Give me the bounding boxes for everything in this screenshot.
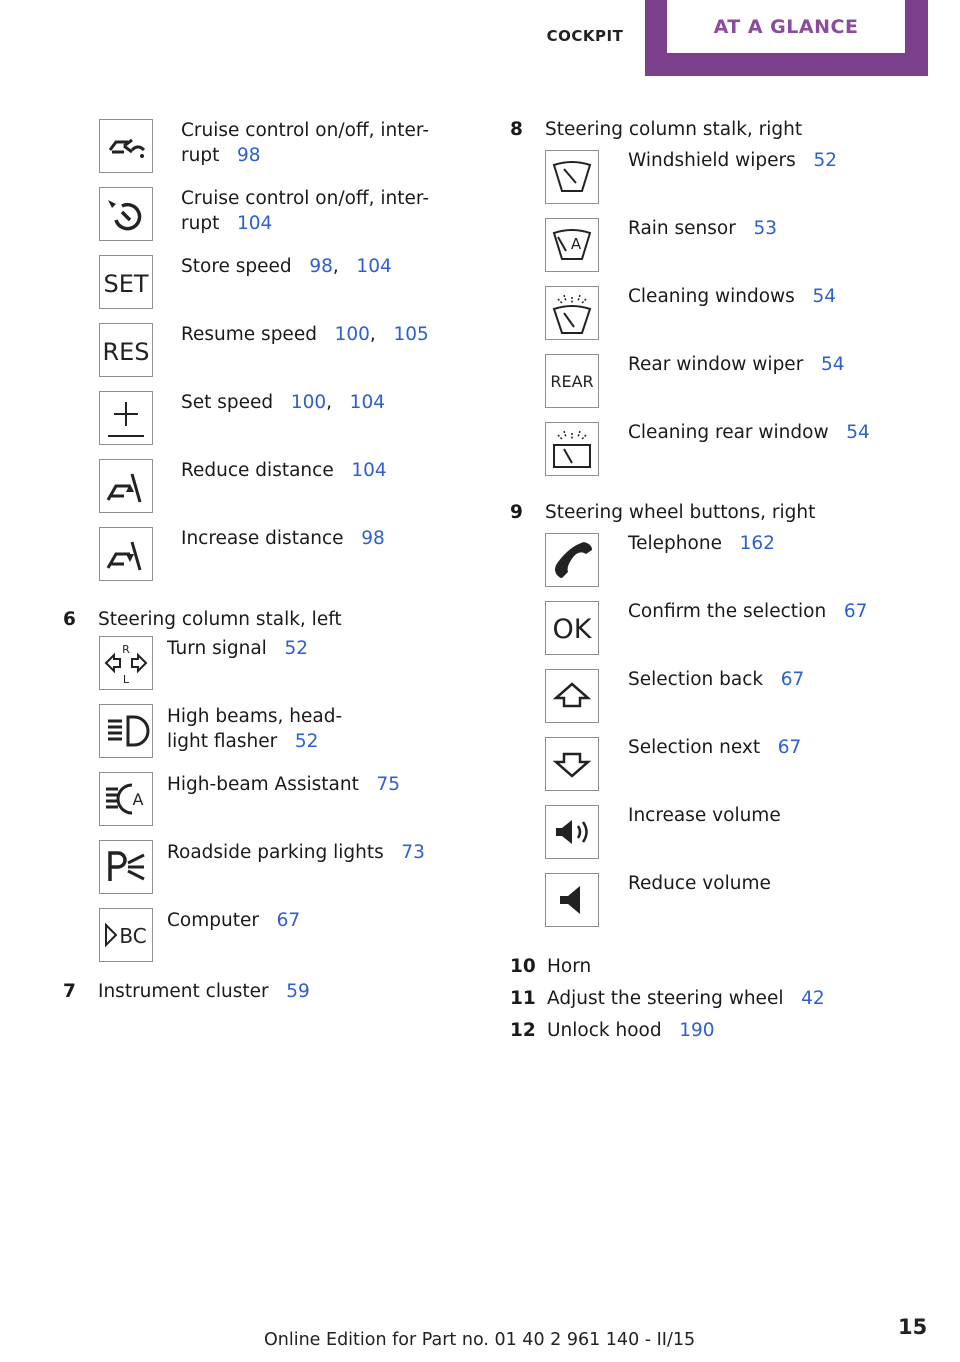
set-icon — [99, 255, 153, 309]
list-item — [63, 908, 463, 976]
row-text: Selection next 67 — [628, 737, 802, 758]
page-link[interactable]: 52 — [294, 731, 319, 752]
volume-down-icon — [545, 873, 599, 927]
list-item — [63, 384, 463, 452]
numbered-item — [63, 604, 463, 636]
rain-sensor-icon — [545, 218, 599, 272]
item-title: Steering column stalk, right — [545, 119, 803, 140]
page-link[interactable]: 190 — [679, 1020, 715, 1041]
item-title: Steering column stalk, left — [98, 609, 342, 630]
item-number: 9 — [510, 502, 523, 523]
arrow-down-icon — [545, 737, 599, 791]
list-item — [510, 665, 910, 733]
list-item — [63, 704, 463, 772]
row-text: Increase distance 98 — [181, 528, 385, 549]
row-text: Windshield wipers 52 — [628, 150, 837, 171]
list-item — [510, 418, 910, 486]
page-link[interactable]: 67 — [276, 910, 301, 931]
numbered-item — [510, 983, 910, 1015]
list-item — [63, 452, 463, 520]
washer-icon — [545, 286, 599, 340]
page-link[interactable]: 73 — [401, 842, 425, 863]
turn-signal-icon — [99, 636, 153, 690]
res-icon — [99, 323, 153, 377]
row-text: Turn signal 52 — [167, 638, 309, 659]
arrow-up-icon — [545, 669, 599, 723]
chapter-tab-label: AT A GLANCE — [667, 0, 905, 53]
a-text: A — [132, 790, 144, 809]
plus-icon — [99, 391, 153, 445]
r-text: R — [122, 643, 130, 656]
chapter-tab — [645, 0, 928, 76]
item-title: Steering wheel buttons, right — [545, 502, 816, 523]
list-item — [510, 214, 910, 282]
page-link[interactable]: 54 — [812, 286, 837, 307]
rear-text: REAR — [550, 372, 594, 391]
page-link[interactable]: 104 — [236, 213, 273, 234]
row-text: Roadside parking lights 73 — [167, 842, 425, 863]
page-link[interactable]: 53 — [753, 218, 778, 239]
list-item — [510, 869, 910, 937]
left-column — [63, 112, 463, 1008]
high-beam-icon — [99, 704, 153, 758]
row-text: Computer 67 — [167, 910, 301, 931]
list-item — [63, 840, 463, 908]
list-item — [63, 636, 463, 704]
row-text: Confirm the selection 67 — [628, 601, 868, 622]
a-text: A — [570, 235, 582, 253]
numbered-items-tail — [510, 951, 910, 1047]
page-link[interactable]: 104 — [356, 256, 392, 277]
page-link[interactable]: 100 — [290, 392, 327, 413]
numbered-item — [510, 1015, 910, 1047]
page-link[interactable]: 98 — [236, 145, 261, 166]
volume-up-icon — [545, 805, 599, 859]
list-item — [63, 180, 463, 248]
page-link[interactable]: 54 — [820, 354, 845, 375]
row-text: Store speed 98, 104 — [181, 256, 392, 277]
item-number: 11 — [510, 988, 536, 1009]
page-link[interactable]: 67 — [843, 601, 868, 622]
page-link[interactable]: 98 — [361, 528, 385, 549]
item-title: Adjust the steering wheel 42 — [547, 988, 825, 1009]
ok-icon — [545, 601, 599, 655]
list-item — [510, 350, 910, 418]
page-link[interactable]: 54 — [846, 422, 870, 443]
page-link[interactable]: 104 — [349, 392, 385, 413]
distance-reduce-icon — [99, 459, 153, 513]
item-title: Horn — [547, 956, 592, 977]
item-title: Instrument cluster 59 — [98, 981, 310, 1002]
row-text: Selection back 67 — [628, 669, 805, 690]
row-text: Cruise control on/off, inter- rupt 98 — [181, 120, 429, 166]
list-item — [63, 112, 463, 180]
row-text: Reduce volume — [628, 873, 771, 894]
item-number: 6 — [63, 609, 76, 630]
rear-icon — [545, 354, 599, 408]
page-link[interactable]: 162 — [739, 533, 775, 554]
row-text: High-beam Assistant 75 — [167, 774, 401, 795]
high-beam-assistant-icon — [99, 772, 153, 826]
row-text: Cleaning rear window 54 — [628, 422, 870, 443]
bc-text: BC — [119, 924, 147, 948]
item-number: 12 — [510, 1020, 536, 1041]
item-title: Unlock hood 190 — [547, 1020, 715, 1041]
row-text: Rain sensor 53 — [628, 218, 778, 239]
page-link[interactable]: 67 — [777, 737, 802, 758]
list-item — [510, 529, 910, 597]
page-link[interactable]: 104 — [351, 460, 387, 481]
row-text: Increase volume — [628, 805, 781, 826]
parking-lights-icon — [99, 840, 153, 894]
page-link[interactable]: 75 — [376, 774, 401, 795]
row-text: Cleaning windows 54 — [628, 286, 837, 307]
windshield-wiper-icon — [545, 150, 599, 204]
cruise-control-icon — [99, 119, 153, 173]
list-item — [510, 801, 910, 869]
cruise-control-speedometer-icon — [99, 187, 153, 241]
list-item — [63, 520, 463, 588]
page-link[interactable]: 100 — [334, 324, 370, 345]
page-link[interactable]: 42 — [801, 988, 825, 1009]
distance-increase-icon — [99, 527, 153, 581]
list-item — [510, 597, 910, 665]
rear-washer-icon — [545, 422, 599, 476]
right-column — [510, 114, 910, 1047]
footer-edition: Online Edition for Part no. 01 40 2 961 140 - II/15 — [264, 1330, 696, 1350]
list-item — [63, 772, 463, 840]
numbered-item — [510, 497, 910, 529]
numbered-item — [510, 114, 910, 146]
res-icon-text: RES — [102, 338, 150, 366]
set-icon-text: SET — [103, 270, 149, 298]
ok-text: OK — [552, 614, 592, 645]
page-number: 15 — [898, 1315, 928, 1339]
row-text: Resume speed 100, 105 — [181, 324, 429, 345]
section-label: COCKPIT — [546, 27, 624, 45]
list-item — [63, 316, 463, 384]
l-text: L — [122, 673, 130, 686]
row-text: Set speed 100, 104 — [181, 392, 385, 413]
page-link[interactable]: 98 — [309, 256, 333, 277]
item-number: 10 — [510, 956, 536, 977]
row-text: Telephone 162 — [628, 533, 775, 554]
telephone-icon — [545, 533, 599, 587]
bc-computer-icon — [99, 908, 153, 962]
page-link[interactable]: 59 — [286, 981, 310, 1002]
row-text: Rear window wiper 54 — [628, 354, 845, 375]
page-link[interactable]: 52 — [284, 638, 309, 659]
list-item — [510, 282, 910, 350]
list-item — [510, 146, 910, 214]
list-item — [63, 248, 463, 316]
page-link[interactable]: 52 — [813, 150, 837, 171]
row-text: Cruise control on/off, inter- rupt 104 — [181, 188, 429, 234]
page-link[interactable]: 67 — [780, 669, 805, 690]
numbered-item — [510, 951, 910, 983]
item-number: 8 — [510, 119, 523, 140]
numbered-item — [63, 976, 463, 1008]
page-link[interactable]: 105 — [393, 324, 429, 345]
list-item — [510, 733, 910, 801]
row-text: High beams, head- light flasher 52 — [167, 706, 343, 752]
row-text: Reduce distance 104 — [181, 460, 387, 481]
item-number: 7 — [63, 981, 76, 1002]
